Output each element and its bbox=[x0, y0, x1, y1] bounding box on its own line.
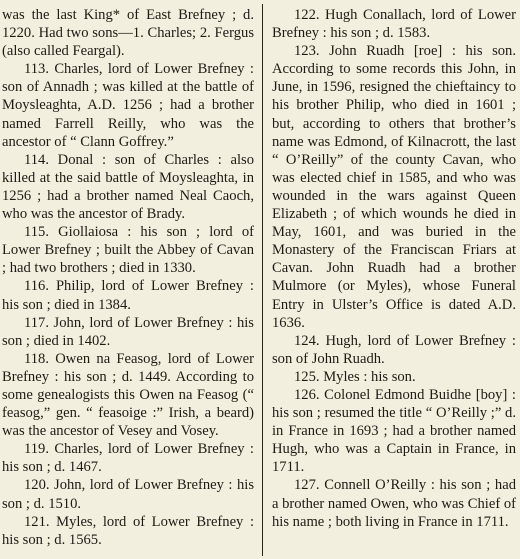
paragraph-entry-114: 114. Donal : son of Charles : also killed at the said battle of Moysleaghta, in 1256 ; had a brother named Neal Caoch, who was the ancestor of Brady. bbox=[2, 151, 254, 223]
paragraph-entry-125: 125. Myles : his son. bbox=[294, 368, 416, 385]
paragraph-entry-113: 113. Charles, lord of Lower Brefney : son of Annadh ; was killed at the battle of Moysleaghta, A.D. 1256 ; had a brother named Farrell Reilly, who was the ancestor of “ Clann Goffrey.” bbox=[2, 61, 254, 150]
paragraph-entry-118: 118. Owen na Feasog, lord of Lower Brefney : his son ; d. 1449. According to some genealogists this Owen na Feasog (“ feasog,” gen. “ feasoige :” Irish, a beard) was the ancestor of Vesey and Vosey. bbox=[2, 350, 254, 440]
paragraph-entry-126: 126. Colonel Edmond Buidhe [boy] : his son ; resumed the title “ O’Reilly ;” d. in France in 1693 ; had a brother named Hugh, who was a Captain in France, in 1711. bbox=[272, 386, 516, 476]
paragraph-entry-121: 121. Myles, lord of Lower Brefney : his son ; d. 1565. bbox=[2, 513, 254, 548]
paragraph-entry-120: 120. John, lord of Lower Brefney : his son ; d. 1510. bbox=[2, 477, 254, 512]
paragraph-entry-117: 117. John, lord of Lower Brefney : his son ; died in 1402. bbox=[2, 314, 254, 349]
paragraph-entry-123: 123. John Ruadh [roe] : his son. According to some records this John, in June, in 1596, resigned the chieftaincy to his brother Philip, who died in 1601 ; but, according to others that brother’s name was Edmond, of Kilnacrott, the last “ O’Reilly” of the county Cavan, who was elected chief in 1585, and who was wounded in the wars against Queen Elizabeth ; of which wounds he died in May, 1601, and was buried in the Monastery of the Franciscan Friars at Cavan. John Ruadh had a brother Mulmore (or Myles), whose Funeral Entry in Ulster’s Office is dated A.D. 1636. bbox=[272, 43, 516, 331]
left-column bbox=[2, 6, 254, 549]
paragraph-entry-115: 115. Giollaiosa : his son ; lord of Lower Brefney ; built the Abbey of Cavan ; had two brothers ; died in 1330. bbox=[2, 224, 254, 277]
column-divider bbox=[262, 4, 263, 556]
paragraph-entry-122: 122. Hugh Conallach, lord of Lower Brefney : his son ; d. 1583. bbox=[272, 7, 516, 42]
paragraph-entry-127: 127. Connell O’Reilly : his son ; had a brother named Owen, who was Chief of his name ; both living in France in 1711. bbox=[272, 477, 516, 530]
right-column bbox=[272, 6, 516, 531]
paragraph: was the last King* of East Brefney ; d. 1220. Had two sons—1. Charles; 2. Fergus (also called Feargal). bbox=[2, 7, 254, 60]
paragraph-entry-119: 119. Charles, lord of Lower Brefney : his son ; d. 1467. bbox=[2, 441, 254, 476]
paragraph-entry-116: 116. Philip, lord of Lower Brefney : his son ; died in 1384. bbox=[2, 278, 254, 313]
paragraph-entry-124: 124. Hugh, lord of Lower Brefney : son of John Ruadh. bbox=[272, 332, 516, 367]
